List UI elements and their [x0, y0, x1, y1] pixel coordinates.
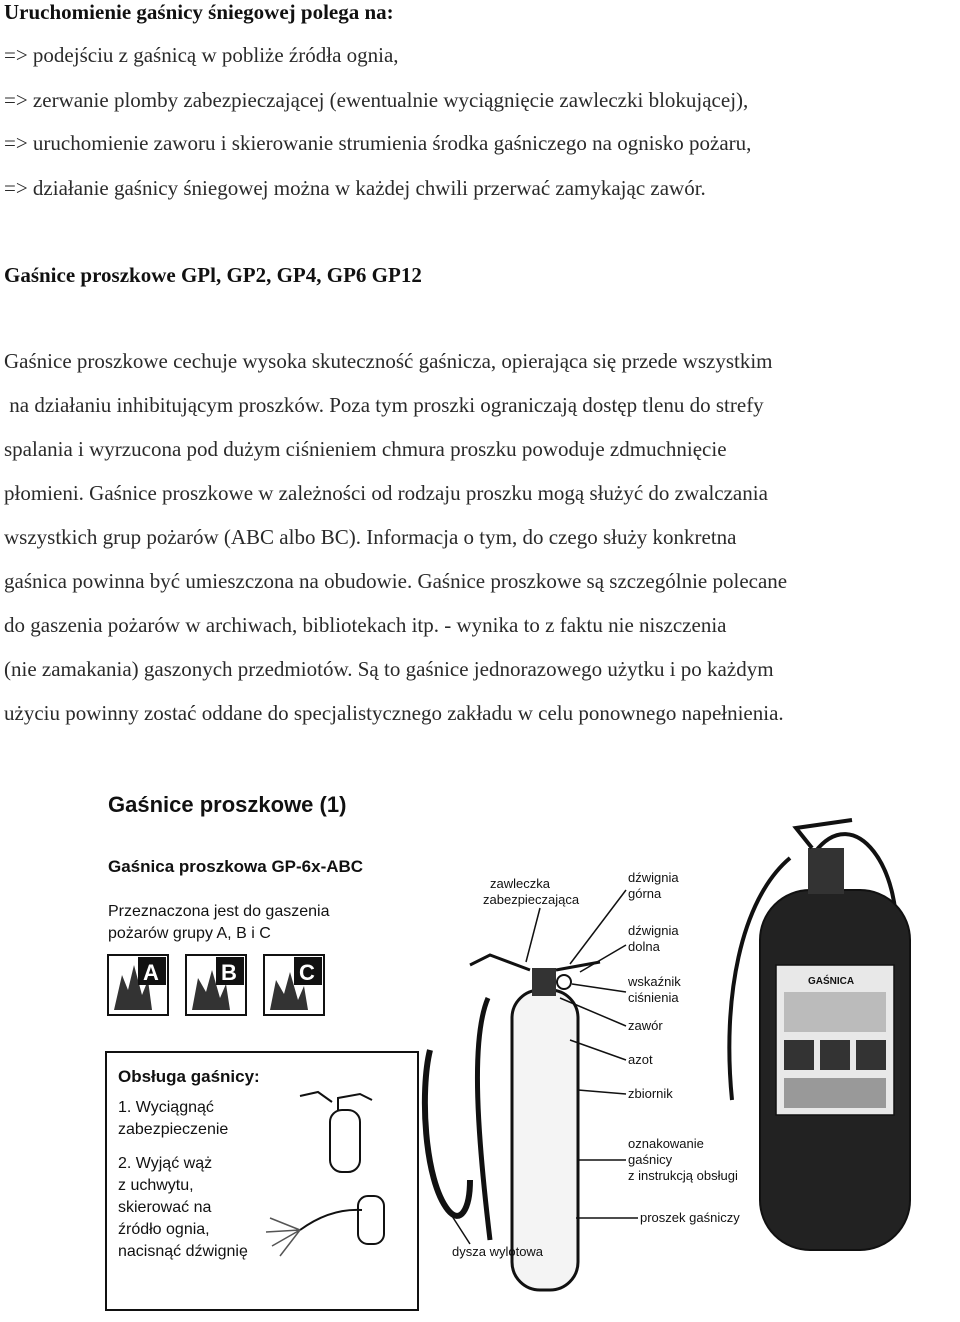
- paragraph-line-8: (nie zamakania) gaszonych przedmiotów. Są to gaśnice jednorazowego użytku i po każdym: [4, 657, 774, 681]
- svg-text:zawleczka: zawleczka: [490, 876, 550, 891]
- svg-text:dysza wylotowa: dysza wylotowa: [452, 1244, 544, 1259]
- svg-text:zabezpieczająca: zabezpieczająca: [483, 892, 580, 907]
- callout-safety-pin: [483, 876, 580, 962]
- figure-subtitle: Gaśnica proszkowa GP-6x-ABC: [108, 857, 364, 876]
- callout-upper-lever: [570, 870, 679, 964]
- svg-text:zabezpieczenie: zabezpieczenie: [118, 1121, 229, 1138]
- fire-class-a-icon: [108, 955, 168, 1015]
- svg-text:dolna: dolna: [628, 939, 660, 954]
- figure-title: Gaśnice proszkowe (1): [108, 792, 347, 817]
- section-heading: Gaśnice proszkowe GPl, GP2, GP4, GP6 GP12: [4, 263, 422, 287]
- purpose-line-2: pożarów grupy A, B i C: [108, 925, 271, 942]
- fire-class-b-icon: [186, 955, 246, 1015]
- extinguisher-body: [729, 820, 910, 1250]
- paragraph-line-2: na działaniu inhibitującym proszków. Poza tym proszki ograniczają dostęp tlenu do strefy: [4, 393, 764, 417]
- svg-text:1. Wyciągnąć: 1. Wyciągnąć: [118, 1099, 214, 1116]
- purpose-line-1: Przeznaczona jest do gaszenia: [108, 903, 330, 920]
- svg-text:dźwignia: dźwignia: [628, 870, 679, 885]
- paragraph-line-9: użyciu powinny zostać oddane do specjalistycznego zakładu w celu ponownego napełnienia.: [4, 701, 784, 725]
- callout-nitrogen: [570, 1040, 653, 1067]
- usage-box: [106, 1052, 418, 1310]
- svg-text:B: B: [221, 960, 237, 985]
- svg-text:2. Wyjąć wąż: 2. Wyjąć wąż: [118, 1155, 213, 1172]
- intro-title: Uruchomienie gaśnicy śniegowej polega na:: [4, 0, 394, 24]
- svg-text:zawór: zawór: [628, 1018, 663, 1033]
- svg-text:C: C: [299, 960, 315, 985]
- extinguisher-figure: [0, 740, 960, 1322]
- callout-powder: [576, 1210, 740, 1225]
- paragraph-line-7: do gaszenia pożarów w archiwach, bibliotekach itp. - wynika to z faktu nie niszczenia: [4, 613, 727, 637]
- paragraph-line-1: Gaśnice proszkowe cechuje wysoka skuteczność gaśnicza, opierająca się przede wszystkim: [4, 349, 773, 373]
- svg-text:gaśnicy: gaśnicy: [628, 1152, 673, 1167]
- svg-text:z instrukcją obsługi: z instrukcją obsługi: [628, 1168, 738, 1183]
- svg-text:źródło ognia,: źródło ognia,: [118, 1221, 210, 1238]
- callout-label-marking: [578, 1136, 738, 1183]
- intro-step-3: => uruchomienie zaworu i skierowanie strumienia środka gaśniczego na ognisko pożaru,: [4, 131, 752, 155]
- svg-text:z uchwytu,: z uchwytu,: [118, 1177, 194, 1194]
- product-label: GAŚNICA: [808, 976, 855, 987]
- intro-step-2: => zerwanie plomby zabezpieczającej (ewentualnie wyciągnięcie zawleczki blokującej),: [4, 88, 749, 112]
- callout-tank: [578, 1086, 673, 1101]
- svg-text:oznakowanie: oznakowanie: [628, 1136, 704, 1151]
- svg-text:górna: górna: [628, 886, 662, 901]
- svg-text:A: A: [143, 960, 159, 985]
- svg-text:zbiornik: zbiornik: [628, 1086, 673, 1101]
- paragraph-line-3: spalania i wyrzucona pod dużym ciśnieniem chmura proszku powoduje zdmuchnięcie: [4, 437, 727, 461]
- svg-text:proszek gaśniczy: proszek gaśniczy: [640, 1210, 740, 1225]
- intro-step-4: => działanie gaśnicy śniegowej można w każdej chwili przerwać zamykając zawór.: [4, 176, 706, 200]
- svg-text:azot: azot: [628, 1052, 653, 1067]
- svg-text:skierować na: skierować na: [118, 1199, 212, 1216]
- intro-step-1: => podejściu z gaśnicą w pobliże źródła ognia,: [4, 43, 399, 67]
- svg-text:wskaźnik: wskaźnik: [628, 974, 681, 989]
- svg-text:dźwignia: dźwignia: [628, 923, 679, 938]
- paragraph-line-4: płomieni. Gaśnice proszkowe w zależności od rodzaju proszku mogą służyć do zwalczania: [4, 481, 768, 505]
- svg-text:ciśnienia: ciśnienia: [628, 990, 679, 1005]
- callout-pressure-gauge: [572, 974, 681, 1005]
- usage-heading: Obsługa gaśnicy:: [118, 1067, 260, 1086]
- extinguisher-with-hose: [425, 955, 600, 1290]
- svg-text:nacisnąć dźwignię: nacisnąć dźwignię: [118, 1243, 248, 1260]
- paragraph-line-6: gaśnica powinna być umieszczona na obudowie. Gaśnice proszkowe są szczególnie polecane: [4, 569, 788, 593]
- fire-class-c-icon: [264, 955, 324, 1015]
- paragraph-line-5: wszystkich grup pożarów (ABC albo BC). Informacja o tym, do czego służy konkretna: [4, 525, 737, 549]
